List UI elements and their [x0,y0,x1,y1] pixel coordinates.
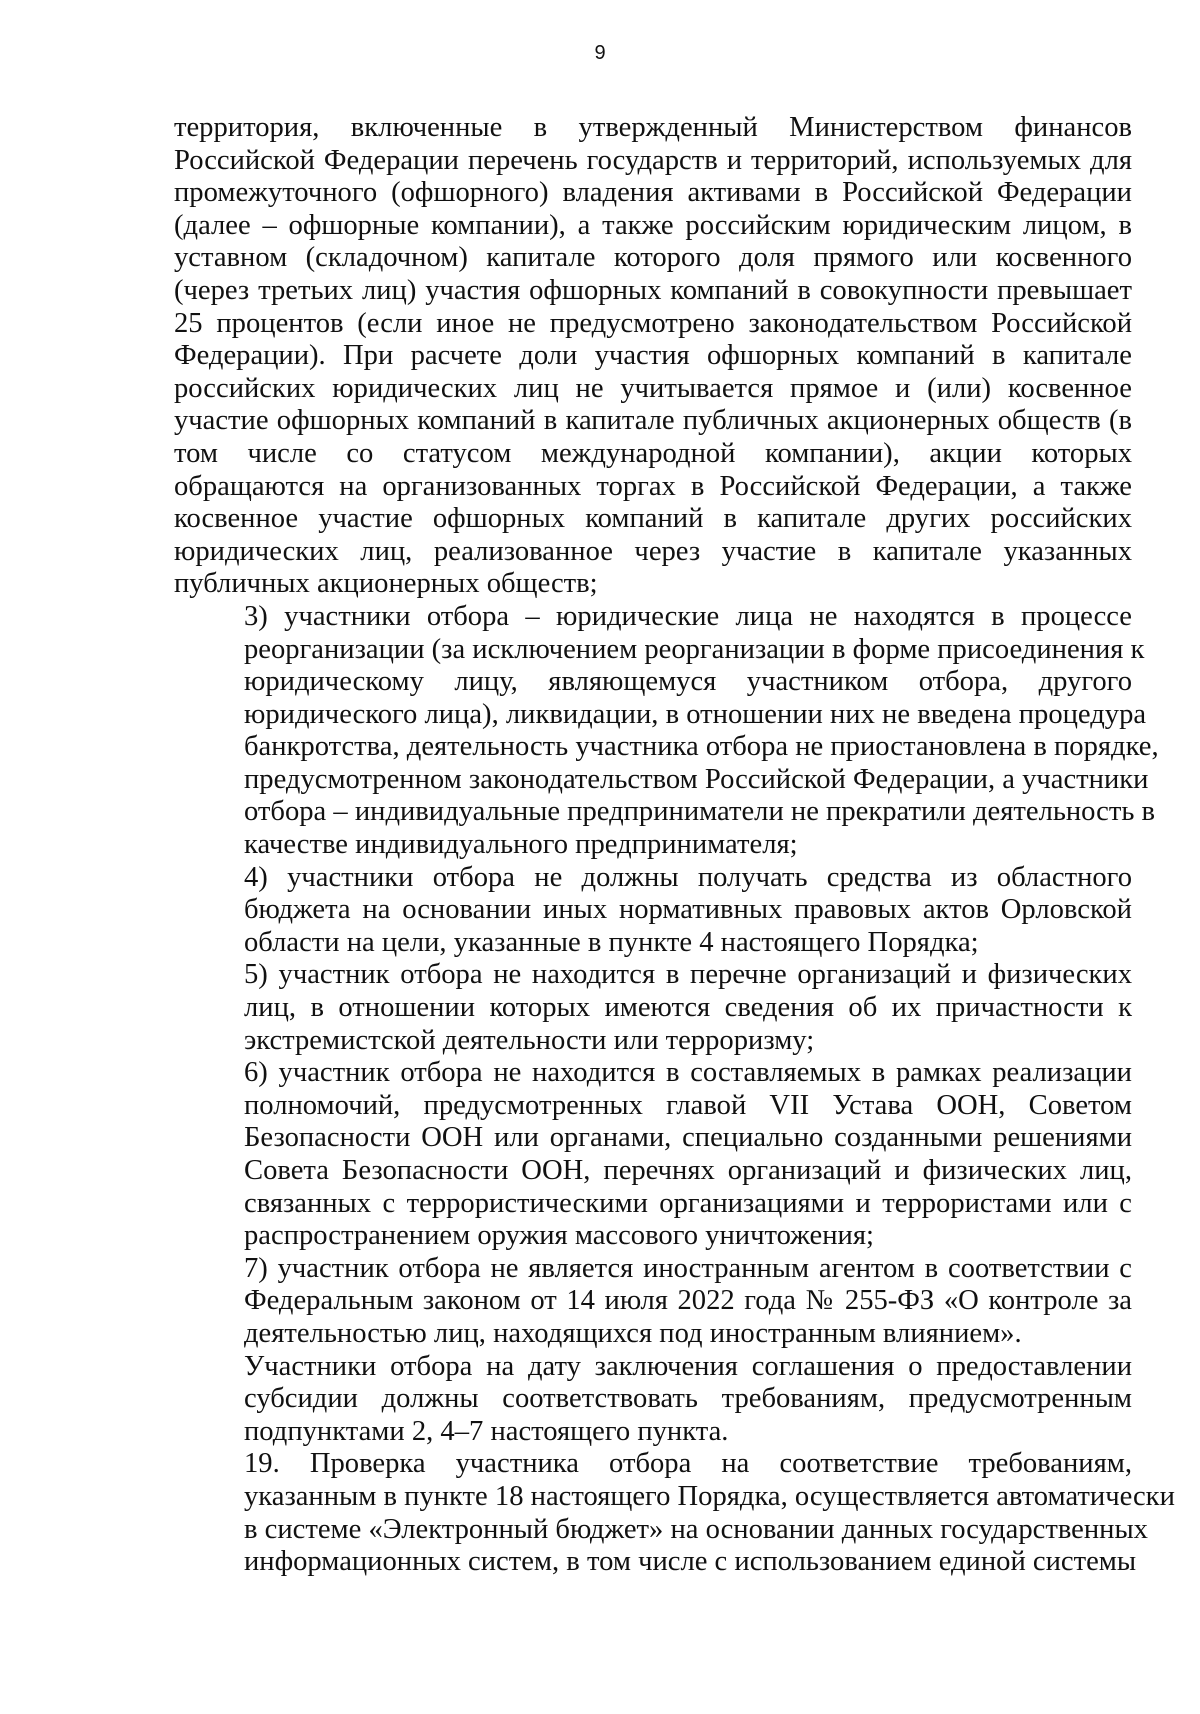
text-line: 6) участник отбора не находится в составляемых в рамках реализации [244,1057,1132,1089]
text-line: связанных с террористическими организациями и террористами или с [244,1187,1132,1219]
text-line: предусмотренном законодательством Российской Федерации, а участники [244,763,1149,795]
text-line: 5) участник отбора не находится в перечне организаций и физических [244,959,1132,991]
text-line: указанным в пункте 18 настоящего Порядка, осуществляется автоматически [244,1480,1175,1512]
text-line: промежуточного (офшорного) владения активами в Российской Федерации [174,177,1132,209]
text-line: уставном (складочном) капитале которого доля прямого или косвенного [174,242,1132,274]
paragraph [174,112,1132,601]
text-line: субсидии должны соответствовать требованиям, предусмотренным [244,1383,1132,1415]
text-line: Участники отбора на дату заключения соглашения о предоставлении [244,1350,1132,1382]
paragraph [174,959,1132,1057]
text-line: юридических лиц, реализованное через участие в капитале указанных [174,535,1132,567]
page-number: 9 [594,42,606,64]
text-line: (через третьих лиц) участия офшорных компаний в совокупности превышает [174,274,1132,306]
paragraph [174,1448,1175,1578]
text-line: реорганизации (за исключением реорганизации в форме присоединения к [244,633,1145,665]
text-line: территория, включенные в утвержденный Министерством финансов [174,112,1132,143]
text-line: деятельностью лиц, находящихся под иностранным влиянием». [244,1317,1022,1349]
text-line: отбора – индивидуальные предприниматели не прекратили деятельность в [244,796,1156,828]
text-line: участие офшорных компаний в капитале публичных акционерных обществ (в [174,405,1132,437]
text-line: Российской Федерации перечень государств и территорий, используемых для [174,144,1132,176]
paragraph [174,1253,1132,1351]
text-line: обращаются на организованных торгах в Российской Федерации, а также [174,470,1132,502]
text-line: области на цели, указанные в пункте 4 настоящего Порядка; [244,926,979,958]
text-line: распространением оружия массового уничтожения; [244,1220,874,1252]
text-line: российских юридических лиц не учитывается прямое и (или) косвенное [174,372,1132,404]
paragraph [174,1057,1132,1253]
text-line: лиц, в отношении которых имеются сведения об их причастности к [244,992,1132,1024]
text-line: банкротства, деятельность участника отбора не приостановлена в порядке, [244,731,1159,763]
text-line: Безопасности ООН или органами, специально созданными решениями [244,1122,1132,1154]
paragraph [174,862,1132,960]
text-line: информационных систем, в том числе с использованием единой системы [244,1546,1137,1578]
text-line: Совета Безопасности ООН, перечнях организаций и физических лиц, [244,1155,1132,1186]
document-body [174,112,1175,1579]
text-line: юридического лица), ликвидации, в отношении них не введена процедура [244,698,1147,730]
text-line: подпунктами 2, 4–7 настоящего пункта. [244,1415,729,1447]
text-line: бюджета на основании иных нормативных правовых актов Орловской [244,894,1132,926]
text-line: Федеральным законом от 14 июля 2022 года № 255-ФЗ «О контроле за [244,1285,1132,1317]
text-line: 4) участники отбора не должны получать средства из областного [244,861,1132,893]
text-line: публичных акционерных обществ; [174,568,598,600]
text-line: том числе со статусом международной компании), акции которых [174,437,1132,469]
text-line: 7) участник отбора не является иностранным агентом в соответствии с [244,1252,1132,1284]
text-line: полномочий, предусмотренных главой VII Устава ООН, Советом [244,1089,1132,1121]
text-line: в системе «Электронный бюджет» на основании данных государственных [244,1513,1148,1545]
paragraph [174,600,1159,862]
text-line: косвенное участие офшорных компаний в капитале других российских [174,503,1132,535]
text-line: 25 процентов (если иное не предусмотрено законодательством Российской [174,307,1132,339]
text-line: 3) участники отбора – юридические лица не находятся в процессе [244,600,1132,632]
text-line: юридическому лицу, являющемуся участником отбора, другого [244,666,1132,698]
text-line: качестве индивидуального предпринимателя; [244,829,798,861]
paragraph [174,1351,1132,1449]
text-line: (далее – офшорные компании), а также российским юридическим лицом, в [174,209,1132,241]
text-line: Федерации). При расчете доли участия офшорных компаний в капитале [174,340,1132,372]
text-line: экстремистской деятельности или терроризму; [244,1024,815,1056]
text-line: 19. Проверка участника отбора на соответствие требованиям, [244,1448,1132,1480]
